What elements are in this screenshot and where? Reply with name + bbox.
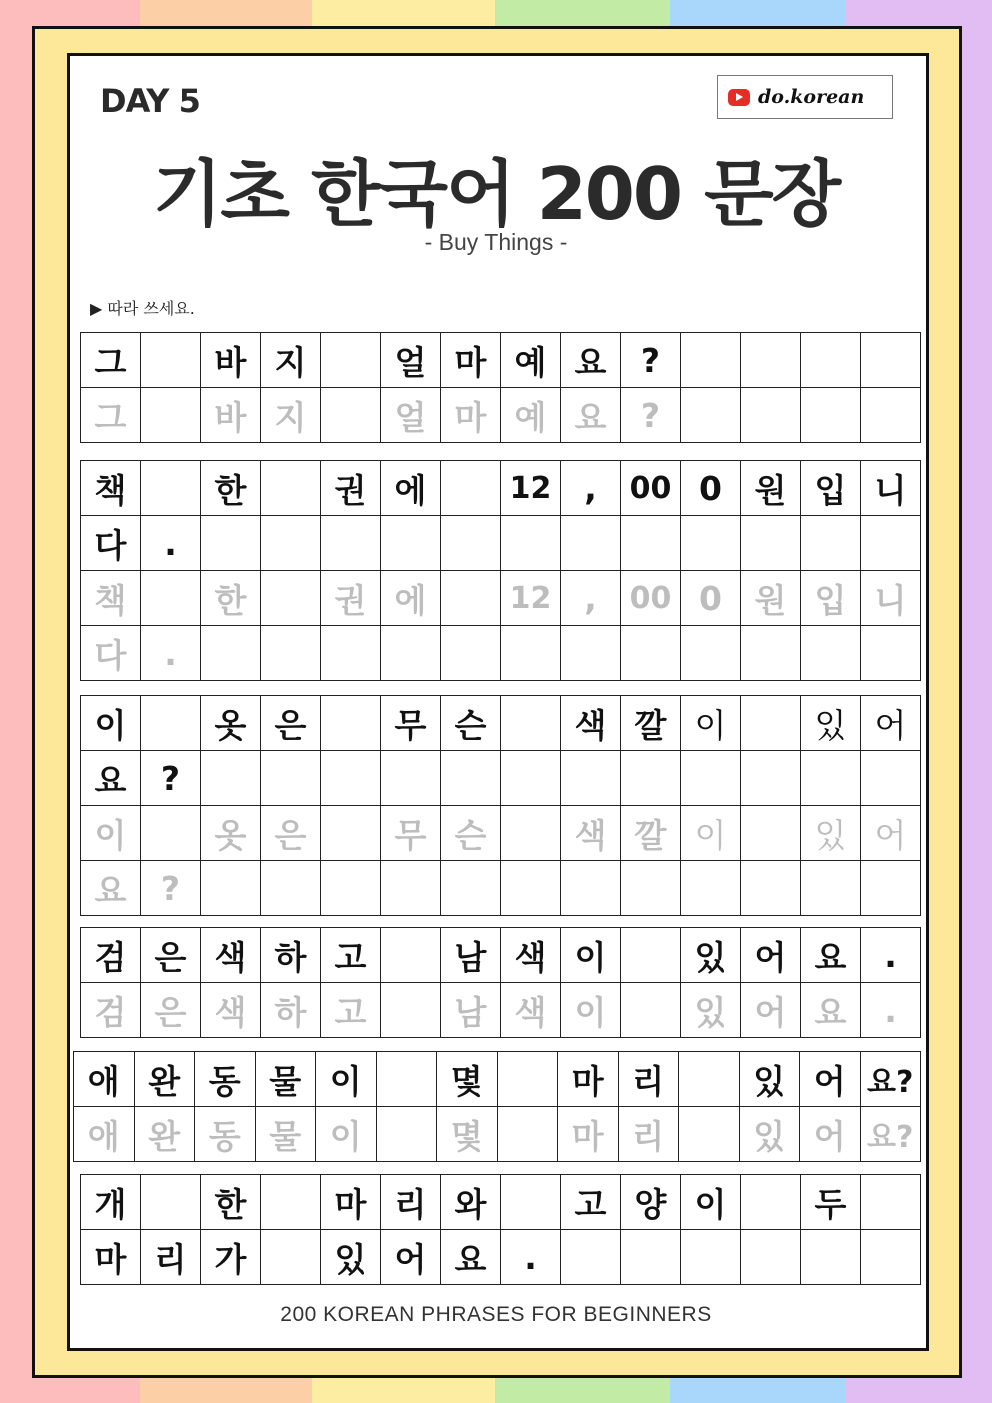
model-cell: 어 <box>800 1052 861 1107</box>
trace-cell: 예 <box>501 388 561 443</box>
model-cell: 완 <box>134 1052 195 1107</box>
model-cell: 있 <box>321 1230 381 1285</box>
model-cell: 은 <box>141 928 201 983</box>
trace-cell <box>861 861 921 916</box>
trace-cell: 책 <box>81 571 141 626</box>
model-cell <box>561 751 621 806</box>
model-cell: 남 <box>441 928 501 983</box>
writing-grid-5 <box>73 1051 921 1162</box>
model-cell: 은 <box>261 696 321 751</box>
model-cell <box>501 696 561 751</box>
brand-name: do.korean <box>758 86 865 108</box>
trace-cell: 마 <box>558 1107 619 1162</box>
model-cell: 요 <box>441 1230 501 1285</box>
writing-grid-1 <box>80 332 921 443</box>
trace-cell: 니 <box>861 571 921 626</box>
model-cell <box>861 516 921 571</box>
trace-cell: 요 <box>81 861 141 916</box>
trace-cell <box>681 388 741 443</box>
writing-grid-2 <box>80 460 921 681</box>
trace-cell: 애 <box>74 1107 135 1162</box>
model-cell: 입 <box>801 461 861 516</box>
model-cell: 리 <box>141 1230 201 1285</box>
trace-cell: 몇 <box>437 1107 498 1162</box>
model-cell <box>501 516 561 571</box>
youtube-play-icon <box>728 89 750 106</box>
model-row <box>81 333 921 388</box>
model-cell <box>861 1175 921 1230</box>
trace-cell: 완 <box>134 1107 195 1162</box>
trace-cell <box>679 1107 740 1162</box>
model-cell <box>561 516 621 571</box>
trace-cell <box>621 626 681 681</box>
model-cell: 책 <box>81 461 141 516</box>
model-cell <box>801 751 861 806</box>
trace-cell: , <box>561 571 621 626</box>
model-cell: 지 <box>261 333 321 388</box>
trace-cell: 12 <box>501 571 561 626</box>
model-cell: 원 <box>741 461 801 516</box>
trace-cell <box>681 861 741 916</box>
trace-cell <box>741 861 801 916</box>
trace-cell <box>501 626 561 681</box>
trace-cell: ? <box>621 388 681 443</box>
model-cell <box>321 751 381 806</box>
model-cell <box>141 461 201 516</box>
model-cell <box>741 751 801 806</box>
model-row <box>81 696 921 751</box>
page-title: 기초 한국어 200 문장 <box>152 152 840 236</box>
model-cell: 어 <box>861 696 921 751</box>
trace-cell: 이 <box>81 806 141 861</box>
model-cell <box>741 1175 801 1230</box>
model-cell: 깔 <box>621 696 681 751</box>
trace-cell <box>141 806 201 861</box>
model-cell: 양 <box>621 1175 681 1230</box>
trace-cell: 은 <box>141 983 201 1038</box>
model-cell <box>741 696 801 751</box>
model-cell <box>741 333 801 388</box>
model-cell: 고 <box>561 1175 621 1230</box>
model-cell <box>801 333 861 388</box>
trace-cell <box>201 861 261 916</box>
model-cell <box>679 1052 740 1107</box>
model-cell: 와 <box>441 1175 501 1230</box>
model-cell: 있 <box>681 928 741 983</box>
model-cell <box>681 516 741 571</box>
model-cell: 얼 <box>381 333 441 388</box>
trace-cell <box>621 983 681 1038</box>
trace-cell <box>321 806 381 861</box>
trace-row <box>81 983 921 1038</box>
model-cell: 그 <box>81 333 141 388</box>
model-cell <box>321 333 381 388</box>
model-row <box>74 1052 921 1107</box>
trace-cell: 그 <box>81 388 141 443</box>
model-cell <box>441 751 501 806</box>
trace-cell <box>621 861 681 916</box>
trace-cell <box>441 861 501 916</box>
model-cell: . <box>141 516 201 571</box>
model-cell: 요? <box>860 1052 921 1107</box>
trace-cell <box>801 388 861 443</box>
trace-cell: 얼 <box>381 388 441 443</box>
trace-cell: . <box>141 626 201 681</box>
trace-cell <box>321 861 381 916</box>
trace-cell <box>381 626 441 681</box>
trace-cell: 색 <box>201 983 261 1038</box>
trace-cell: 요? <box>860 1107 921 1162</box>
model-cell <box>501 751 561 806</box>
model-row <box>81 928 921 983</box>
model-cell: 리 <box>381 1175 441 1230</box>
trace-row <box>81 806 921 861</box>
model-cell: 있 <box>739 1052 800 1107</box>
trace-cell <box>741 806 801 861</box>
trace-cell <box>381 983 441 1038</box>
trace-cell: 검 <box>81 983 141 1038</box>
model-cell <box>681 333 741 388</box>
instruction-text: ▶ 따라 쓰세요. <box>90 299 195 318</box>
trace-cell: 마 <box>441 388 501 443</box>
trace-cell: 슨 <box>441 806 501 861</box>
writing-grid-3 <box>80 695 921 916</box>
trace-cell <box>261 571 321 626</box>
trace-cell: 한 <box>201 571 261 626</box>
model-cell <box>441 461 501 516</box>
trace-cell: 요 <box>801 983 861 1038</box>
model-cell <box>141 1175 201 1230</box>
model-cell: 이 <box>316 1052 377 1107</box>
trace-cell <box>741 388 801 443</box>
model-cell <box>321 696 381 751</box>
trace-cell: 이 <box>681 806 741 861</box>
model-cell: 니 <box>861 461 921 516</box>
trace-cell: 다 <box>81 626 141 681</box>
trace-cell: 있 <box>681 983 741 1038</box>
trace-cell <box>381 861 441 916</box>
model-cell: 마 <box>81 1230 141 1285</box>
model-cell: 개 <box>81 1175 141 1230</box>
model-cell <box>681 751 741 806</box>
trace-cell: 동 <box>195 1107 256 1162</box>
trace-cell <box>501 806 561 861</box>
trace-cell: 옷 <box>201 806 261 861</box>
trace-cell: 00 <box>621 571 681 626</box>
model-cell: 마 <box>441 333 501 388</box>
model-cell <box>201 516 261 571</box>
model-cell: 요 <box>801 928 861 983</box>
trace-cell: 에 <box>381 571 441 626</box>
model-cell <box>381 751 441 806</box>
model-cell: . <box>861 928 921 983</box>
model-cell <box>801 516 861 571</box>
model-cell <box>261 1175 321 1230</box>
model-cell: 마 <box>558 1052 619 1107</box>
model-cell: 어 <box>381 1230 441 1285</box>
model-row <box>81 516 921 571</box>
trace-cell <box>441 626 501 681</box>
model-cell: 있 <box>801 696 861 751</box>
model-cell <box>561 1230 621 1285</box>
model-cell: 몇 <box>437 1052 498 1107</box>
model-cell: 물 <box>255 1052 316 1107</box>
model-cell <box>621 928 681 983</box>
trace-cell <box>376 1107 437 1162</box>
model-cell: 다 <box>81 516 141 571</box>
trace-cell: 있 <box>801 806 861 861</box>
model-cell: 슨 <box>441 696 501 751</box>
model-cell: 고 <box>321 928 381 983</box>
trace-cell: 깔 <box>621 806 681 861</box>
trace-cell <box>201 626 261 681</box>
model-cell: , <box>561 461 621 516</box>
model-cell: 이 <box>681 1175 741 1230</box>
trace-row <box>74 1107 921 1162</box>
model-cell <box>621 516 681 571</box>
trace-cell: 하 <box>261 983 321 1038</box>
trace-cell: 원 <box>741 571 801 626</box>
trace-cell <box>321 388 381 443</box>
trace-cell: 지 <box>261 388 321 443</box>
trace-cell <box>861 388 921 443</box>
model-cell <box>381 928 441 983</box>
model-cell: 이 <box>561 928 621 983</box>
trace-cell <box>801 626 861 681</box>
model-cell: 무 <box>381 696 441 751</box>
model-cell <box>621 1230 681 1285</box>
trace-cell <box>801 861 861 916</box>
trace-cell <box>141 388 201 443</box>
model-cell <box>741 516 801 571</box>
model-cell: ? <box>141 751 201 806</box>
model-cell: 한 <box>201 461 261 516</box>
trace-row <box>81 861 921 916</box>
model-cell: 이 <box>681 696 741 751</box>
model-cell <box>141 333 201 388</box>
trace-cell: ? <box>141 861 201 916</box>
model-cell: 애 <box>74 1052 135 1107</box>
brand-logo <box>717 75 893 119</box>
model-cell: 0 <box>681 461 741 516</box>
trace-cell <box>321 626 381 681</box>
model-cell: 12 <box>501 461 561 516</box>
trace-cell <box>441 571 501 626</box>
model-cell <box>321 516 381 571</box>
trace-cell: 이 <box>561 983 621 1038</box>
model-cell: 하 <box>261 928 321 983</box>
writing-grid-4 <box>80 927 921 1038</box>
model-cell: 옷 <box>201 696 261 751</box>
model-cell <box>501 1175 561 1230</box>
trace-cell <box>261 861 321 916</box>
trace-cell <box>681 626 741 681</box>
model-cell <box>141 696 201 751</box>
model-cell: 리 <box>618 1052 679 1107</box>
trace-cell: 어 <box>861 806 921 861</box>
model-cell <box>801 1230 861 1285</box>
model-cell: 동 <box>195 1052 256 1107</box>
model-cell: 이 <box>81 696 141 751</box>
model-cell: 00 <box>621 461 681 516</box>
model-cell <box>441 516 501 571</box>
trace-cell: 어 <box>800 1107 861 1162</box>
model-cell <box>261 1230 321 1285</box>
model-cell <box>621 751 681 806</box>
trace-cell: 무 <box>381 806 441 861</box>
model-cell: ? <box>621 333 681 388</box>
model-cell: 에 <box>381 461 441 516</box>
trace-cell: 색 <box>561 806 621 861</box>
model-cell: 두 <box>801 1175 861 1230</box>
trace-cell: 은 <box>261 806 321 861</box>
model-row <box>81 1230 921 1285</box>
model-cell: 검 <box>81 928 141 983</box>
trace-row <box>81 626 921 681</box>
trace-cell: . <box>861 983 921 1038</box>
page-subtitle: - Buy Things - <box>424 229 568 255</box>
trace-cell: 고 <box>321 983 381 1038</box>
model-cell: 요 <box>81 751 141 806</box>
model-cell: 예 <box>501 333 561 388</box>
model-cell: 요 <box>561 333 621 388</box>
trace-cell: 색 <box>501 983 561 1038</box>
trace-cell <box>561 626 621 681</box>
model-cell: 가 <box>201 1230 261 1285</box>
model-cell <box>861 1230 921 1285</box>
writing-grid-6 <box>80 1174 921 1285</box>
model-cell: 색 <box>561 696 621 751</box>
trace-cell: 어 <box>741 983 801 1038</box>
model-cell <box>261 516 321 571</box>
model-row <box>81 751 921 806</box>
trace-cell: 물 <box>255 1107 316 1162</box>
model-row <box>81 461 921 516</box>
model-row <box>81 1175 921 1230</box>
trace-cell <box>861 626 921 681</box>
model-cell: . <box>501 1230 561 1285</box>
trace-cell: 있 <box>739 1107 800 1162</box>
model-cell <box>497 1052 558 1107</box>
trace-cell: 리 <box>618 1107 679 1162</box>
trace-cell <box>741 626 801 681</box>
model-cell <box>376 1052 437 1107</box>
trace-cell <box>141 571 201 626</box>
model-cell: 색 <box>201 928 261 983</box>
trace-cell: 입 <box>801 571 861 626</box>
model-cell <box>741 1230 801 1285</box>
trace-cell <box>261 626 321 681</box>
trace-cell: 바 <box>201 388 261 443</box>
model-cell <box>261 461 321 516</box>
trace-cell: 남 <box>441 983 501 1038</box>
trace-row <box>81 388 921 443</box>
model-cell: 한 <box>201 1175 261 1230</box>
trace-row <box>81 571 921 626</box>
model-cell <box>261 751 321 806</box>
trace-cell <box>497 1107 558 1162</box>
trace-cell: 0 <box>681 571 741 626</box>
model-cell <box>861 333 921 388</box>
model-cell <box>681 1230 741 1285</box>
model-cell <box>861 751 921 806</box>
trace-cell: 이 <box>316 1107 377 1162</box>
model-cell: 어 <box>741 928 801 983</box>
model-cell: 마 <box>321 1175 381 1230</box>
trace-cell <box>501 861 561 916</box>
model-cell <box>201 751 261 806</box>
model-cell: 바 <box>201 333 261 388</box>
trace-cell <box>561 861 621 916</box>
model-cell: 색 <box>501 928 561 983</box>
trace-cell: 요 <box>561 388 621 443</box>
day-label: DAY 5 <box>100 82 200 120</box>
footer-text: 200 KOREAN PHRASES FOR BEGINNERS <box>280 1303 712 1326</box>
trace-cell: 권 <box>321 571 381 626</box>
model-cell <box>381 516 441 571</box>
model-cell: 권 <box>321 461 381 516</box>
